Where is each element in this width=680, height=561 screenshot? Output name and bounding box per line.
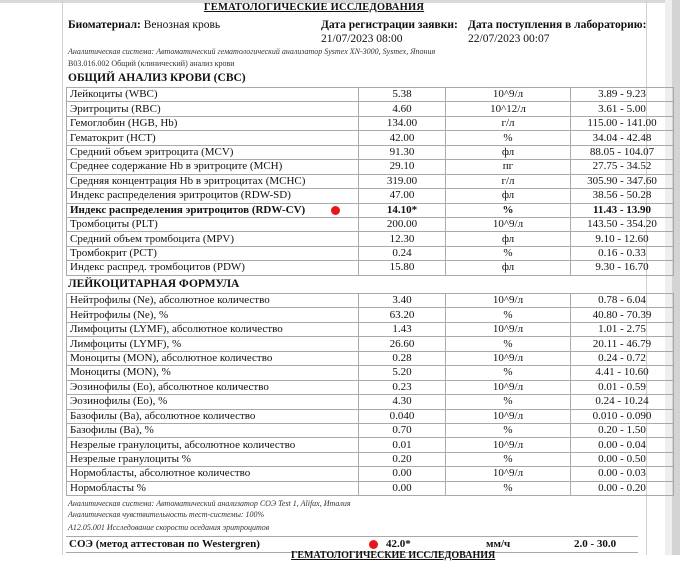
reference-range: 0.00 - 0.03 [571,467,674,481]
test-name: Эозинофилы (Eo), абсолютное количество [67,380,359,394]
test-value: 26.60 [359,337,446,351]
reference-range: 0.24 - 0.72 [571,351,674,365]
test-name: Средняя концентрация Hb в эритроцитах (MCHC) [67,174,359,188]
test-unit: % [446,246,571,260]
reference-range: 0.16 - 0.33 [571,246,674,260]
test-value: 134.00 [359,116,446,130]
result-row [67,438,674,452]
result-row [67,203,674,217]
test-value: 0.040 [359,409,446,423]
result-row [67,174,674,188]
reference-range: 0.78 - 6.04 [571,294,674,308]
test-unit: 10^9/л [446,380,571,394]
test-unit: % [446,131,571,145]
test-value: 15.80 [359,261,446,275]
reference-range: 3.61 - 5.00 [571,102,674,116]
test-name: Гемоглобин (HGB, Hb) [67,116,359,130]
test-value: 0.24 [359,246,446,260]
test-name: Индекс распределения эритроцитов (RDW-CV) [67,203,359,217]
reference-range: 27.75 - 34.52 [571,160,674,174]
test-unit: 10^9/л [446,322,571,336]
test-value: 5.20 [359,366,446,380]
test-value: 1.43 [359,322,446,336]
test-value: 319.00 [359,174,446,188]
reference-range: 11.43 - 13.90 [571,203,674,217]
result-row [67,88,674,102]
biomaterial-label: Биоматериал: [68,19,141,31]
test-code: В03.016.002 Общий (клинический) анализ крови [68,59,235,68]
reference-range: 1.01 - 2.75 [571,322,674,336]
reference-range: 88.05 - 104.07 [571,145,674,159]
test-value: 29.10 [359,160,446,174]
reference-range: 34.04 - 42.48 [571,131,674,145]
reference-range: 40.80 - 70.39 [571,308,674,322]
test-unit: % [446,423,571,437]
test-name: Моноциты (MON), % [67,366,359,380]
test-unit: фл [446,145,571,159]
test-value: 0.70 [359,423,446,437]
result-row [67,452,674,466]
test-name: Нейтрофилы (Ne), абсолютное количество [67,294,359,308]
test-unit: г/л [446,116,571,130]
test-unit: % [446,395,571,409]
lab-date-label: Дата поступления в лабораторию: [468,19,647,31]
result-row [67,380,674,394]
test-name: Средний объем эритроцита (MCV) [67,145,359,159]
test-name: Тромбокрит (PCT) [67,246,359,260]
test-unit: пг [446,160,571,174]
test-value: 42.00 [359,131,446,145]
test-name: Нейтрофилы (Ne), % [67,308,359,322]
test-unit: 10^9/л [446,467,571,481]
next-section-cut [66,550,638,561]
test-name: Лейкоциты (WBC) [67,88,359,102]
result-row [67,160,674,174]
test-value: 0.28 [359,351,446,365]
result-row [67,131,674,145]
lab-date [468,18,646,46]
reference-range: 115.00 - 141.00 [571,116,674,130]
cbc-section-title: ОБЩИЙ АНАЛИЗ КРОВИ (CBC) [68,72,246,84]
registration-date [321,18,458,46]
test-name: Моноциты (MON), абсолютное количество [67,351,359,365]
result-row [67,423,674,437]
reference-range: 0.20 - 1.50 [571,423,674,437]
result-row [67,145,674,159]
reference-range: 0.01 - 0.59 [571,380,674,394]
registration-date-value: 21/07/2023 08:00 [321,33,403,45]
test-value: 47.00 [359,189,446,203]
leuko-table [66,293,674,496]
lab-date-value: 22/07/2023 00:07 [468,33,550,45]
test-value: 4.30 [359,395,446,409]
next-section-title: ГЕМАТОЛОГИЧЕСКИЕ ИССЛЕДОВАНИЯ [291,550,496,561]
test-name: Незрелые гранулоциты % [67,452,359,466]
result-row [67,409,674,423]
result-row [67,366,674,380]
result-row [67,351,674,365]
biomaterial-value: Венозная кровь [143,19,221,31]
esr-name: СОЭ (метод аттестован по Westergren) [69,538,260,550]
esr-test-code: А12.05.001 Исследование скорости оседания эритроцитов [68,523,270,532]
result-row [67,232,674,246]
test-value: 3.40 [359,294,446,308]
result-row [67,102,674,116]
test-value: 0.01 [359,438,446,452]
esr-flag-dot [369,540,378,549]
test-unit: 10^9/л [446,88,571,102]
test-unit: 10^9/л [446,351,571,365]
reference-range: 305.90 - 347.60 [571,174,674,188]
reference-range: 38.56 - 50.28 [571,189,674,203]
test-value: 0.00 [359,481,446,495]
result-row [67,467,674,481]
test-value: 0.00 [359,467,446,481]
test-name: Индекс распред. тромбоцитов (PDW) [67,261,359,275]
reference-range: 9.30 - 16.70 [571,261,674,275]
test-value: 5.38 [359,88,446,102]
reference-range: 143.50 - 354.20 [571,217,674,231]
test-name: Индекс распределения эритроцитов (RDW-SD) [67,189,359,203]
reference-range: 3.89 - 9.23 [571,88,674,102]
test-unit: 10^9/л [446,294,571,308]
reference-range: 9.10 - 12.60 [571,232,674,246]
test-unit: 10^9/л [446,438,571,452]
esr-sensitivity-note: Аналитическая чувствительность тест-системы: 100% [68,510,265,519]
test-unit: 10^9/л [446,409,571,423]
test-name: Нормобласты % [67,481,359,495]
test-name: Базофилы (Ba), % [67,423,359,437]
reference-range: 20.11 - 46.79 [571,337,674,351]
reference-range: 0.010 - 0.090 [571,409,674,423]
test-name: Базофилы (Ba), абсолютное количество [67,409,359,423]
test-unit: % [446,337,571,351]
registration-date-label: Дата регистрации заявки: [321,19,458,31]
test-unit: % [446,366,571,380]
esr-range: 2.0 - 30.0 [574,538,617,550]
test-unit: фл [446,232,571,246]
reference-range: 4.41 - 10.60 [571,366,674,380]
test-value: 0.23 [359,380,446,394]
test-name: Тромбоциты (PLT) [67,217,359,231]
test-unit: % [446,452,571,466]
test-name: Лимфоциты (LYMF), абсолютное количество [67,322,359,336]
test-unit: % [446,203,571,217]
test-value: 91.30 [359,145,446,159]
result-row [67,294,674,308]
test-value: 0.20 [359,452,446,466]
reference-range: 0.00 - 0.20 [571,481,674,495]
result-row [67,246,674,260]
test-unit: % [446,481,571,495]
test-value: 200.00 [359,217,446,231]
analyzer-note: Аналитическая система: Автоматический гематологический анализатор Sysmex XN-3000, Sysmex, Япония [68,47,436,56]
sheet-title: ГЕМАТОЛОГИЧЕСКИЕ ИССЛЕДОВАНИЯ [203,2,425,13]
result-row [67,395,674,409]
leuko-section-title: ЛЕЙКОЦИТАРНАЯ ФОРМУЛА [68,278,240,290]
test-unit: фл [446,261,571,275]
test-value: 14.10* [359,203,446,217]
test-name: Незрелые гранулоциты, абсолютное количество [67,438,359,452]
test-name: Нормобласты, абсолютное количество [67,467,359,481]
result-row [67,217,674,231]
test-value: 4.60 [359,102,446,116]
test-name: Эозинофилы (Eo), % [67,395,359,409]
test-unit: % [446,308,571,322]
esr-analyzer-note: Аналитическая система: Автоматический анализатор СОЭ Test 1, Alifax, Италия [68,499,351,508]
result-row [67,337,674,351]
test-name: Гематокрит (HCT) [67,131,359,145]
cbc-table [66,87,674,276]
test-unit: г/л [446,174,571,188]
reference-range: 0.00 - 0.50 [571,452,674,466]
test-unit: 10^12/л [446,102,571,116]
result-row [67,322,674,336]
test-name: Лимфоциты (LYMF), % [67,337,359,351]
biomaterial [68,18,220,32]
result-row [67,261,674,275]
test-value: 63.20 [359,308,446,322]
test-value: 12.30 [359,232,446,246]
abnormal-flag-dot [331,206,340,215]
test-unit: 10^9/л [446,217,571,231]
result-row [67,308,674,322]
test-unit: фл [446,189,571,203]
reference-range: 0.00 - 0.04 [571,438,674,452]
esr-value: 42.0* [386,538,411,550]
test-name: Среднее содержание Hb в эритроците (MCH) [67,160,359,174]
test-name: Эритроциты (RBC) [67,102,359,116]
reference-range: 0.24 - 10.24 [571,395,674,409]
result-row [67,116,674,130]
result-row [67,189,674,203]
test-name: Средний объем тромбоцита (MPV) [67,232,359,246]
result-row [67,481,674,495]
esr-unit: мм/ч [486,538,511,550]
